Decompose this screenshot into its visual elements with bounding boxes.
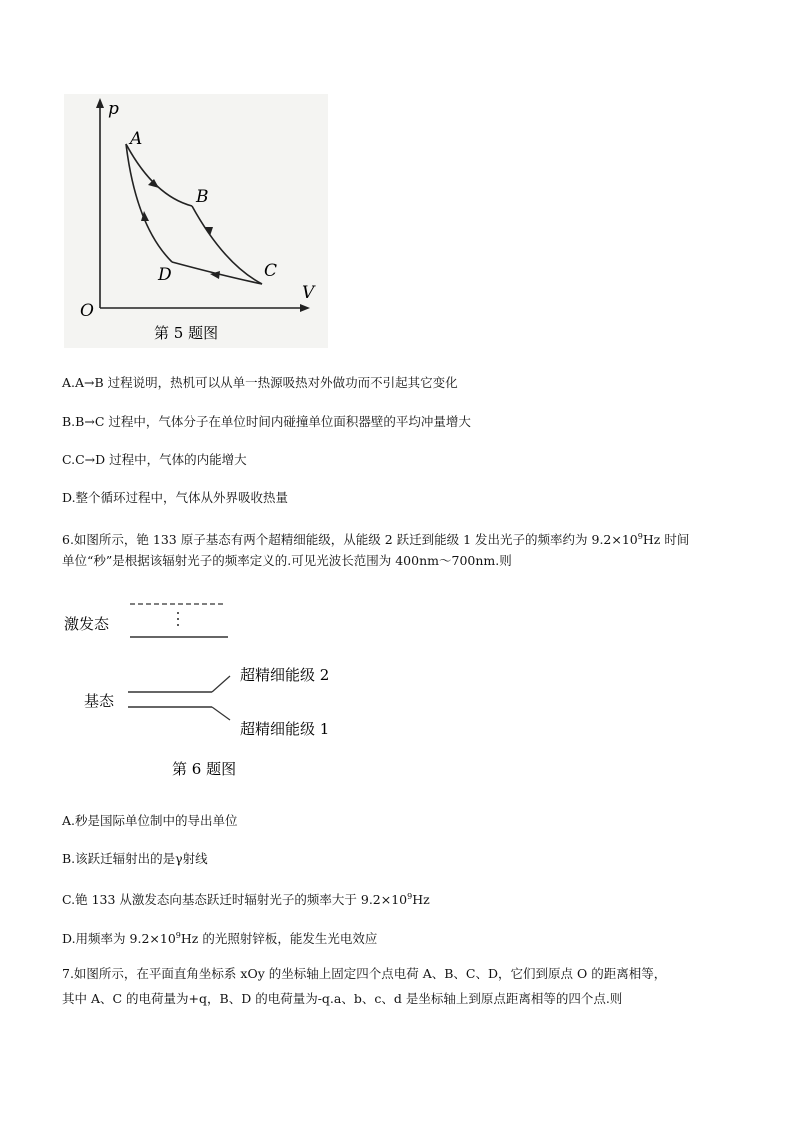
q5-option-a: A.A→B 过程说明，热机可以从单一热源吸热对外做功而不引起其它变化 [62,375,458,390]
level-2-label: 超精细能级 2 [240,666,330,684]
q5-option-c: C.C→D 过程中，气体的内能增大 [62,452,247,467]
q5-option-d: D.整个循环过程中，气体从外界吸收热量 [62,490,289,505]
excited-state-label: 激发态 [64,615,110,633]
p-axis-arrow [96,98,104,108]
figure-6-caption: 第 6 题图 [172,760,237,778]
q6-option-c-unit: Hz [412,892,430,907]
ground-state-label: 基态 [84,692,115,710]
q6-stem-line-1-text: 6.如图所示，铯 133 原子基态有两个超精细能级，从能级 2 跃迁到能级 1 发出光子的频率约为 9.2×10 [62,532,638,547]
axis-p-label: p [108,99,119,119]
arrow-a-b [148,179,159,188]
figure-5-pv-diagram [64,94,328,348]
q6-option-d-exponent: 9 [175,931,181,940]
q7-stem-line-1: 7.如图所示，在平面直角坐标系 xOy 的坐标轴上固定四个点电荷 A、B、C、D，它们到原点 O 的距离相等， [62,966,667,981]
q7-stem-line-2: 其中 A、C 的电荷量为+q，B、D 的电荷量为-q.a、b、c、d 是坐标轴上到原点距离相等的四个点.则 [62,991,623,1006]
q6-stem-line-1 [62,528,689,549]
level-1-label: 超精细能级 1 [240,720,330,738]
q6-option-a: A.秒是国际单位制中的导出单位 [62,813,238,828]
curve-b-c [192,206,262,284]
q5-option-b: B.B→C 过程中，气体分子在单位时间内碰撞单位面积器壁的平均冲量增大 [62,414,471,429]
energy-level-svg [60,596,380,786]
point-d-label: D [158,265,172,285]
origin-label: O [80,301,94,321]
q6-stem-exponent: 9 [637,532,643,541]
q6-option-d [62,927,377,948]
v-axis-arrow [300,304,310,312]
q6-option-b: B.该跃迁辐射出的是γ射线 [62,851,208,866]
q6-option-c-exponent: 9 [407,892,413,901]
point-a-label: A [130,129,143,149]
q6-option-c-text: C.铯 133 从激发态向基态跃迁时辐射光子的频率大于 9.2×10 [62,892,408,907]
q6-option-d-text: D.用频率为 9.2×10 [62,931,176,946]
q6-stem-line-2: 单位“秒”是根据该辐射光子的频率定义的.可见光波长范围为 400nm～700nm.则 [62,553,512,568]
q6-option-d-rest: Hz 的光照射锌板，能发生光电效应 [180,931,378,946]
curve-d-a [126,144,172,262]
axis-v-label: V [302,283,315,303]
level-1-pointer [212,707,230,720]
q6-option-c [62,888,430,909]
level-2-pointer [212,676,230,692]
figure-6-energy-levels [60,596,380,786]
q6-stem-line-1-unit: Hz 时间 [642,532,690,547]
figure-5-caption: 第 5 题图 [154,324,219,342]
point-b-label: B [196,187,209,207]
point-c-label: C [264,261,278,281]
pv-diagram-svg [64,94,328,348]
